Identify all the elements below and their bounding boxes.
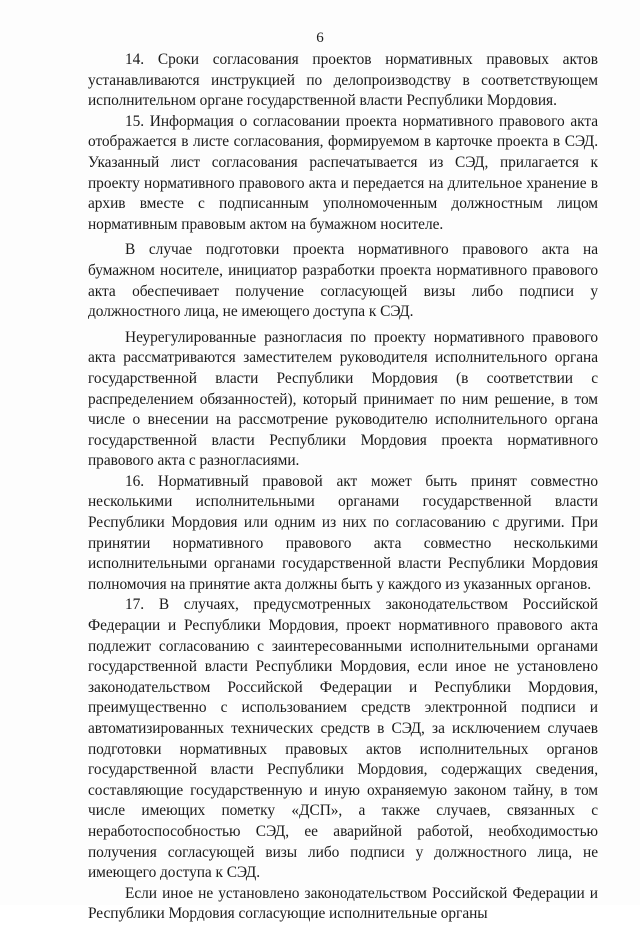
paragraph-16: 16. Нормативный правовой акт может быть принят совместно несколькими исполнительными органами государственной власти Республики Мордовия или одним из них по согласованию с другими. При принятии нормативного правового акта совместно несколькими исполнительными органами государственной власти Республики Мордовия полномочия на принятие акта должны быть у каждого из указанных органов.	[88, 472, 598, 593]
paragraph-paper-carrier: В случае подготовки проекта нормативного правового акта на бумажном носителе, инициатор разработки проекта нормативного правового акта обеспечивает получение согласующей визы либо подписи у должностного лица, не имеющего доступа к СЭД.	[88, 241, 598, 321]
paragraph-17: 17. В случаях, предусмотренных законодательством Российской Федерации и Республики Мордовия, проект нормативного правового акта подлежит согласованию с заинтересованными исполнительными органами государственной власти Республики Мордовия, если иное не установлено законодательством Российской Федерации и Республики Мордовия, преимущественно с использованием средств электронной подписи и автоматизированных технических средств в СЭД, за исключением случаев подготовки нормативных правовых актов исполнительных органов государственной власти Республики Мордовия, содержащих сведения, составляющие государственную и иную охраняемую законом тайну, в том числе имеющих пометку «ДСП», а также случаев, связанных с неработоспособностью СЭД, ее аварийной работой, необходимостью получения согласующей визы либо подписи у должностного лица, не имеющего доступа к СЭД.	[88, 596, 598, 882]
paragraph-14: 14. Сроки согласования проектов нормативных правовых актов устанавливаются инструкцией по делопроизводству в соответствующем исполнительном органе государственной власти Республики Мордовия.	[88, 51, 598, 110]
page-number: 6	[316, 30, 324, 46]
document-body	[88, 50, 598, 925]
paragraph-disagreements: Неурегулированные разногласия по проекту нормативного правового акта рассматриваются заместителем руководителя исполнительного органа государственной власти Республики Мордовия (в соответствии с распределением обязанностей), который принимает по ним решение, в том числе о внесении на рассмотрение руководителю исполнительного органа государственной власти Республики Мордовия проекта нормативного правового акта с разногласиями.	[88, 328, 598, 470]
paragraph-15: 15. Информация о согласовании проекта нормативного правового акта отображается в листе согласования, формируемом в карточке проекта в СЭД. Указанный лист согласования распечатывается из СЭД, прилагается к проекту нормативного правового акта и передается на длительное хранение в архив вместе с подписанным уполномоченным должностным лицом нормативным правовым актом на бумажном носителе.	[88, 112, 598, 233]
paragraph-unless-otherwise: Если иное не установлено законодательством Российской Федерации и Республики Мордовия согласующие исполнительные органы	[88, 884, 598, 923]
